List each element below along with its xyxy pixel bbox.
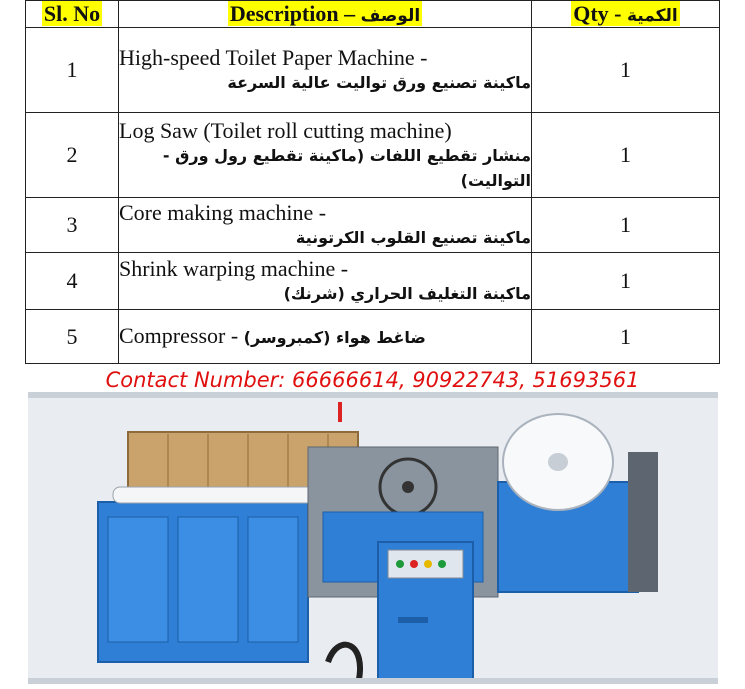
table-row (26, 28, 720, 113)
row-description (119, 28, 532, 113)
row-description-en: Core making machine - (119, 200, 327, 225)
machine-illustration (28, 392, 718, 684)
row-description-ar: منشار تقطيع اللفات (ماكينة تقطيع رول ورق - التواليت) (162, 145, 531, 190)
row-number: 1 (26, 28, 119, 113)
table-row (26, 253, 720, 310)
row-description-ar: ماكينة التغليف الحراري (شرنك) (283, 284, 531, 303)
header-description-ar: الوصف (360, 6, 421, 26)
row-description-en: Compressor - (119, 323, 239, 348)
row-description-ar: ضاغط هواء (كمبروسر) (243, 328, 426, 347)
row-number: 4 (26, 253, 119, 310)
items-table (25, 0, 720, 364)
row-description-en: High-speed Toilet Paper Machine - (119, 45, 428, 70)
row-description-en: Log Saw (Toilet roll cutting machine) (119, 117, 452, 143)
row-qty: 1 (532, 310, 720, 364)
row-qty: 1 (532, 113, 720, 198)
row-description (119, 198, 532, 253)
row-number: 5 (26, 310, 119, 364)
row-description-en: Shrink warping machine - (119, 256, 349, 281)
row-description (119, 253, 532, 310)
row-description (119, 113, 532, 198)
header-sl-no-label: Sl. No (43, 1, 101, 26)
header-description (119, 1, 532, 28)
table-header-row (26, 1, 720, 28)
photo-floor (28, 678, 718, 684)
header-description-en: Description – (229, 1, 356, 26)
table-row (26, 310, 720, 364)
row-number: 3 (26, 198, 119, 253)
row-qty: 1 (532, 253, 720, 310)
contact-number: Contact Number: 66666614, 90922743, 51693561 (105, 368, 640, 392)
header-qty (532, 1, 720, 28)
header-qty-highlight (571, 1, 680, 26)
header-description-highlight (228, 1, 422, 26)
row-description-ar: ماكينة تصنيع القلوب الكرتونية (295, 228, 531, 247)
header-sl-no (26, 1, 119, 28)
row-description-ar: ماكينة تصنيع ورق تواليت عالية السرعة (227, 73, 531, 92)
row-qty: 1 (532, 198, 720, 253)
header-qty-en: Qty - (573, 1, 622, 26)
table-row (26, 113, 720, 198)
table-row (26, 198, 720, 253)
row-description (119, 310, 532, 364)
header-qty-ar: الكمية (627, 6, 678, 26)
photo-top-edge (28, 392, 718, 398)
items-table-container (25, 0, 719, 364)
row-number: 2 (26, 113, 119, 198)
control-cabinet (378, 542, 473, 684)
row-qty: 1 (532, 28, 720, 113)
toilet-paper-machine-photo (28, 392, 718, 684)
